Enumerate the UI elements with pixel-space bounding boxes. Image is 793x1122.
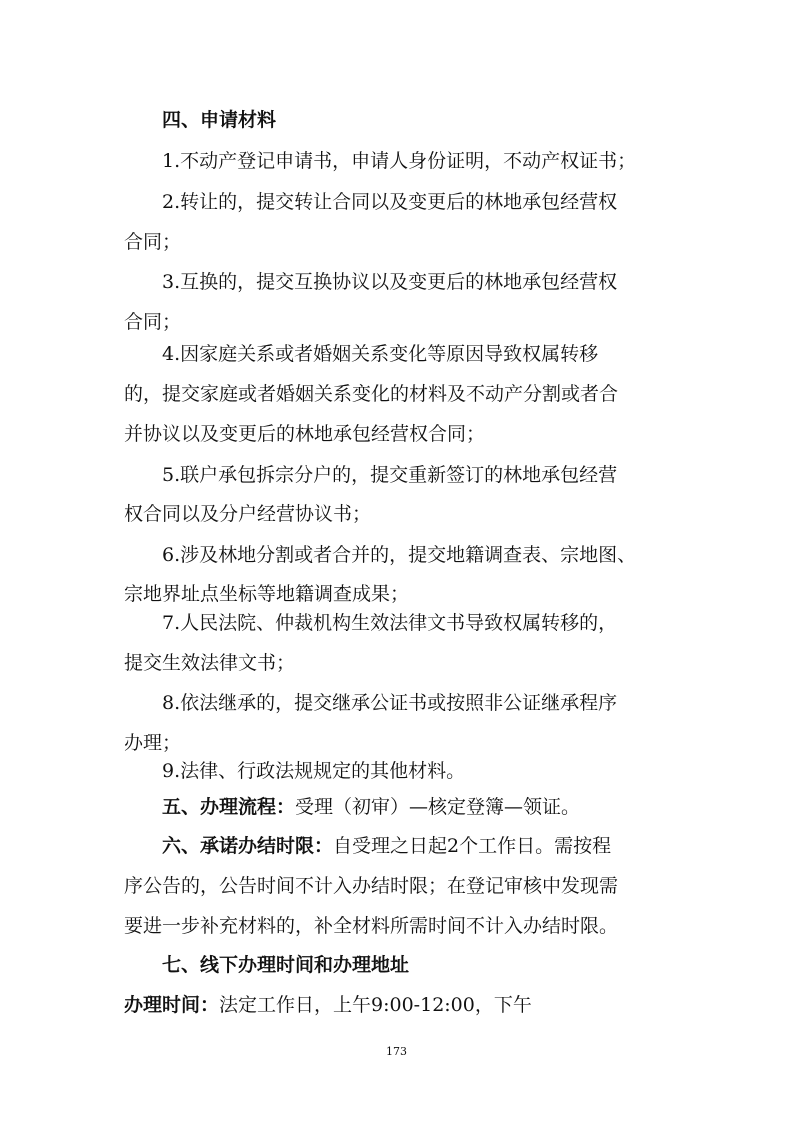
section-heading-application-materials: 四、申请材料 <box>162 109 277 131</box>
list-item-4-line-1: 4.因家庭关系或者婚姻关系变化等原因导致权属转移 <box>162 343 599 365</box>
process-text: 受理（初审）—核定登簿—领证。 <box>295 796 581 818</box>
time-limit-line-2: 序公告的，公告时间不计入办结时限；在登记审核中发现需 <box>124 875 619 897</box>
time-limit-text: 自受理之日起2个工作日。需按程 <box>333 835 612 857</box>
list-item-7-line-2: 提交生效法律文书； <box>124 652 296 674</box>
list-item-6-line-2: 宗地界址点坐标等地籍调查成果； <box>124 583 410 605</box>
list-item-2-line-1: 2.转让的，提交转让合同以及变更后的林地承包经营权 <box>162 191 618 213</box>
list-item-5-line-1: 5.联户承包拆宗分户的，提交重新签订的林地承包经营 <box>162 464 618 486</box>
list-item-8-line-1: 8.依法继承的，提交继承公证书或按照非公证继承程序 <box>162 692 618 714</box>
process-label: 五、办理流程： <box>162 796 296 818</box>
time-limit-line-3: 要进一步补充材料的，补全材料所需时间不计入办结时限。 <box>124 915 619 937</box>
list-item-3-line-2: 合同； <box>124 311 182 333</box>
list-item-7-line-1: 7.人民法院、仲裁机构生效法律文书导致权属转移的， <box>162 612 618 634</box>
section-heading-process <box>162 795 684 819</box>
section-heading-time-limit <box>162 834 684 858</box>
list-item-4-line-2: 的，提交家庭或者婚姻关系变化的材料及不动产分割或者合 <box>124 383 619 405</box>
list-item-6-line-1: 6.涉及林地分割或者合并的，提交地籍调查表、宗地图、 <box>162 544 637 566</box>
page-number: 173 <box>386 1045 407 1058</box>
list-item-5-line-2: 权合同以及分户经营协议书； <box>124 503 372 525</box>
section-heading-offline-service: 七、线下办理时间和办理地址 <box>162 954 410 976</box>
office-hours-line <box>124 993 684 1017</box>
list-item-4-line-3: 并协议以及变更后的林地承包经营权合同； <box>124 423 486 445</box>
list-item-8-line-2: 办理； <box>124 732 182 754</box>
list-item-1: 1.不动产登记申请书，申请人身份证明，不动产权证书； <box>162 150 637 172</box>
time-limit-label: 六、承诺办结时限： <box>162 835 334 857</box>
list-item-2-line-2: 合同； <box>124 231 182 253</box>
office-hours-label: 办理时间： <box>124 994 220 1016</box>
list-item-9: 9.法律、行政法规规定的其他材料。 <box>162 760 466 782</box>
office-hours-text: 法定工作日，上午9:00-12:00，下午 <box>219 994 532 1016</box>
list-item-3-line-1: 3.互换的，提交互换协议以及变更后的林地承包经营权 <box>162 271 618 293</box>
